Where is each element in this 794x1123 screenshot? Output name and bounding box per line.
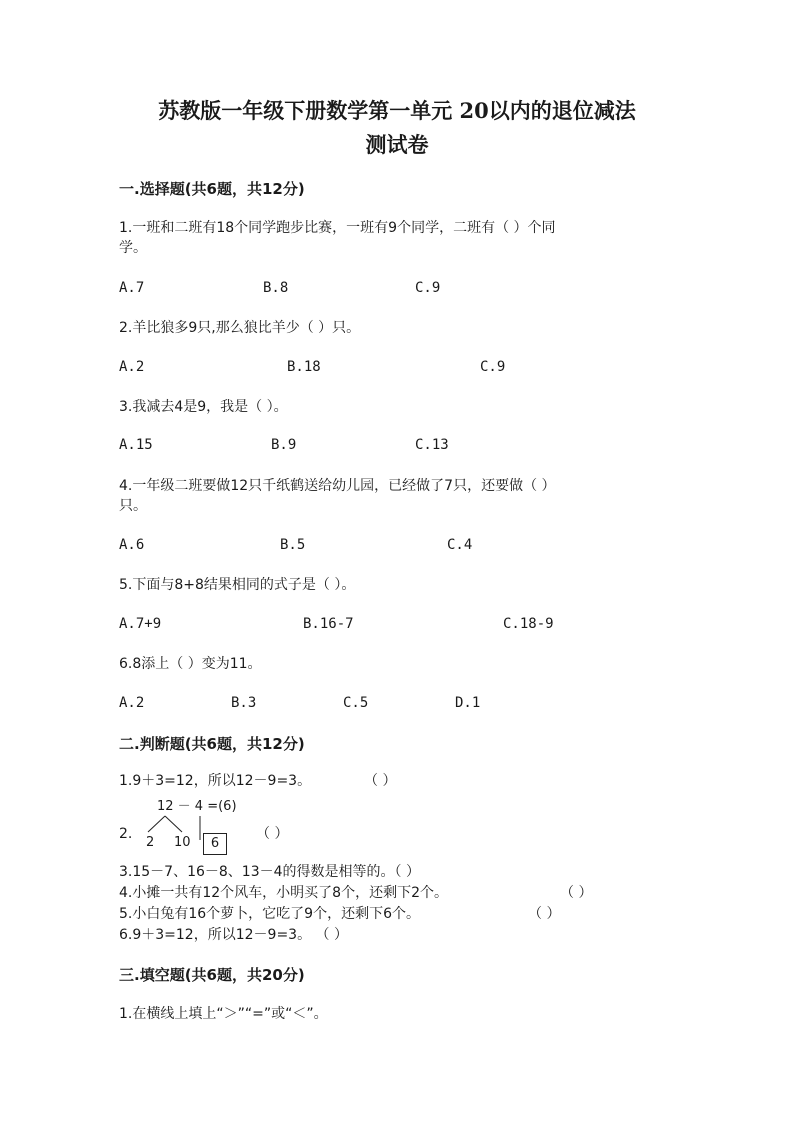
judge-2-number: 2. [119, 826, 133, 842]
question-5-text: 5.下面与8+8结果相同的式子是（ ）。 [119, 577, 356, 593]
question-2-option-b: B.18 [287, 359, 321, 375]
question-1-option-c: C.9 [415, 280, 441, 296]
question-5-option-a: A.7+9 [119, 616, 162, 632]
question-6-text: 6.8添上（ ）变为11。 [119, 656, 262, 672]
question-3-option-b: B.9 [271, 437, 297, 453]
section-heading-fill: 三.填空题(共6题，共20分) [119, 966, 305, 984]
section-heading-judge: 二.判断题(共6题，共12分) [119, 735, 305, 753]
judge-1-text: 1.9＋3=12，所以12－9=3。 [119, 773, 312, 789]
question-6-option-b: B.3 [231, 695, 257, 711]
question-6-option-d: D.1 [455, 695, 481, 711]
judge-5-paren: （ ） [528, 906, 561, 922]
question-4-text-cont: 只。 [119, 498, 147, 514]
judge-3-text: 3.15－7、16－8、13－4的得数是相等的。（ ） [119, 864, 420, 880]
judge-2-equation: 12 － 4 =(6) [157, 799, 237, 814]
judge-4-paren: （ ） [560, 885, 593, 901]
judge-2-paren: （ ） [256, 826, 289, 842]
question-5-option-b: B.16-7 [303, 616, 354, 632]
question-2-text: 2.羊比狼多9只,那么狼比羊少（ ）只。 [119, 320, 361, 336]
question-4-option-c: C.4 [447, 537, 473, 553]
judge-4-text: 4.小摊一共有12个风车，小明买了8个，还剩下2个。 [119, 885, 448, 901]
question-1-text: 1.一班和二班有18个同学跑步比赛，一班有9个同学，二班有（ ）个同 [119, 220, 556, 236]
judge-1-paren: （ ） [364, 773, 397, 789]
question-1-text-cont: 学。 [119, 240, 147, 256]
question-2-option-c: C.9 [480, 359, 506, 375]
section-heading-choice: 一.选择题(共6题，共12分) [119, 180, 305, 198]
question-2-option-a: A.2 [119, 359, 145, 375]
judge-2-right-part: 10 [174, 835, 191, 850]
judge-2-answer-box: 6 [203, 833, 227, 855]
fill-1-text: 1.在横线上填上“＞”“=”或“＜”。 [119, 1006, 328, 1022]
question-3-text: 3.我减去4是9，我是（ ）。 [119, 399, 288, 415]
page-title: 苏教版一年级下册数学第一单元 20以内的退位减法 [158, 98, 636, 123]
judge-6-text: 6.9＋3=12，所以12－9=3。 （ ） [119, 927, 348, 943]
judge-5-text: 5.小白兔有16个萝卜，它吃了9个，还剩下6个。 [119, 906, 420, 922]
question-4-text: 4.一年级二班要做12只千纸鹤送给幼儿园，已经做了7只，还要做（ ） [119, 478, 556, 494]
judge-2-left-part: 2 [146, 835, 155, 850]
page-title-line2: 测试卷 [365, 132, 429, 157]
question-6-option-c: C.5 [343, 695, 369, 711]
question-4-option-b: B.5 [280, 537, 306, 553]
question-1-option-b: B.8 [263, 280, 289, 296]
question-1-option-a: A.7 [119, 280, 145, 296]
question-3-option-a: A.15 [119, 437, 153, 453]
question-5-option-c: C.18-9 [503, 616, 554, 632]
question-6-option-a: A.2 [119, 695, 145, 711]
question-3-option-c: C.13 [415, 437, 449, 453]
question-4-option-a: A.6 [119, 537, 145, 553]
